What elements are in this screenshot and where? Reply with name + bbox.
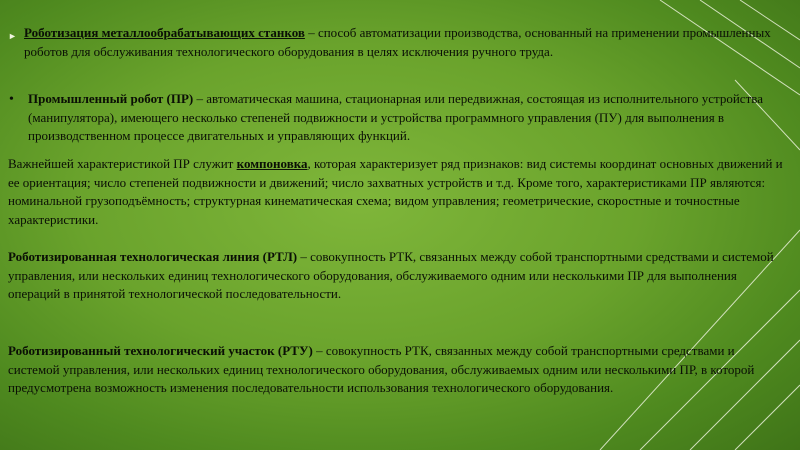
- layout-intro: Важнейшей характеристикой ПР служит: [8, 156, 237, 171]
- paragraph-layout: [8, 155, 783, 229]
- arrow-bullet-icon: ►: [8, 31, 17, 41]
- paragraph-rtl: [8, 248, 783, 304]
- term-layout: компоновка: [236, 156, 308, 171]
- dot-bullet-icon: •: [9, 92, 14, 107]
- definition-robotization: – способ автоматизации производства, основанный на применении промышленных роботов для обслуживания технологического оборудования в целях исключения ручного труда.: [24, 25, 771, 59]
- term-rtl: Роботизированная технологическая линия (РТЛ): [8, 249, 298, 264]
- paragraph-industrial-robot: [28, 90, 780, 146]
- definition-rtu: – совокупность РТК, связанных между собой транспортными средствами и системой управления, или нескольких единиц технологического оборудования, обслуживаемых одним или несколькими ПР, в которой предусмотрена возможность изменения последовательности использования технологического оборудования.: [8, 343, 755, 395]
- layout-description: , которая характеризует ряд признаков: вид системы координат основных движений и ее ориентация; число степеней подвижности и движений; число захватных устройств и т.д. Кроме того, характеристиками ПР являются: номинальной грузоподъёмность; структурная кинематическая схема; видом управления; геометрические, скоростные и точностные характеристики.: [8, 156, 783, 227]
- term-industrial-robot: Промышленный робот (ПР): [28, 91, 194, 106]
- paragraph-rtu: [8, 342, 783, 398]
- paragraph-robotization: [24, 24, 784, 61]
- definition-rtl: – совокупность РТК, связанных между собой транспортными средствами и системой управления, или нескольких единиц технологического оборудования, обслуживаемого одним или несколькими ПР для выполнения операций в принятой технологической последовательности.: [8, 249, 774, 301]
- definition-industrial-robot: – автоматическая машина, стационарная или передвижная, состоящая из исполнительного устройства (манипулятора), имеющего несколько степеней подвижности и устройства программного управления (ПУ) для выполнения в производственном процессе двигательных и управляющих функций.: [28, 91, 763, 143]
- term-rtu: Роботизированный технологический участок (РТУ): [8, 343, 313, 358]
- term-robotization: Роботизация металлообрабатывающих станков: [24, 25, 305, 40]
